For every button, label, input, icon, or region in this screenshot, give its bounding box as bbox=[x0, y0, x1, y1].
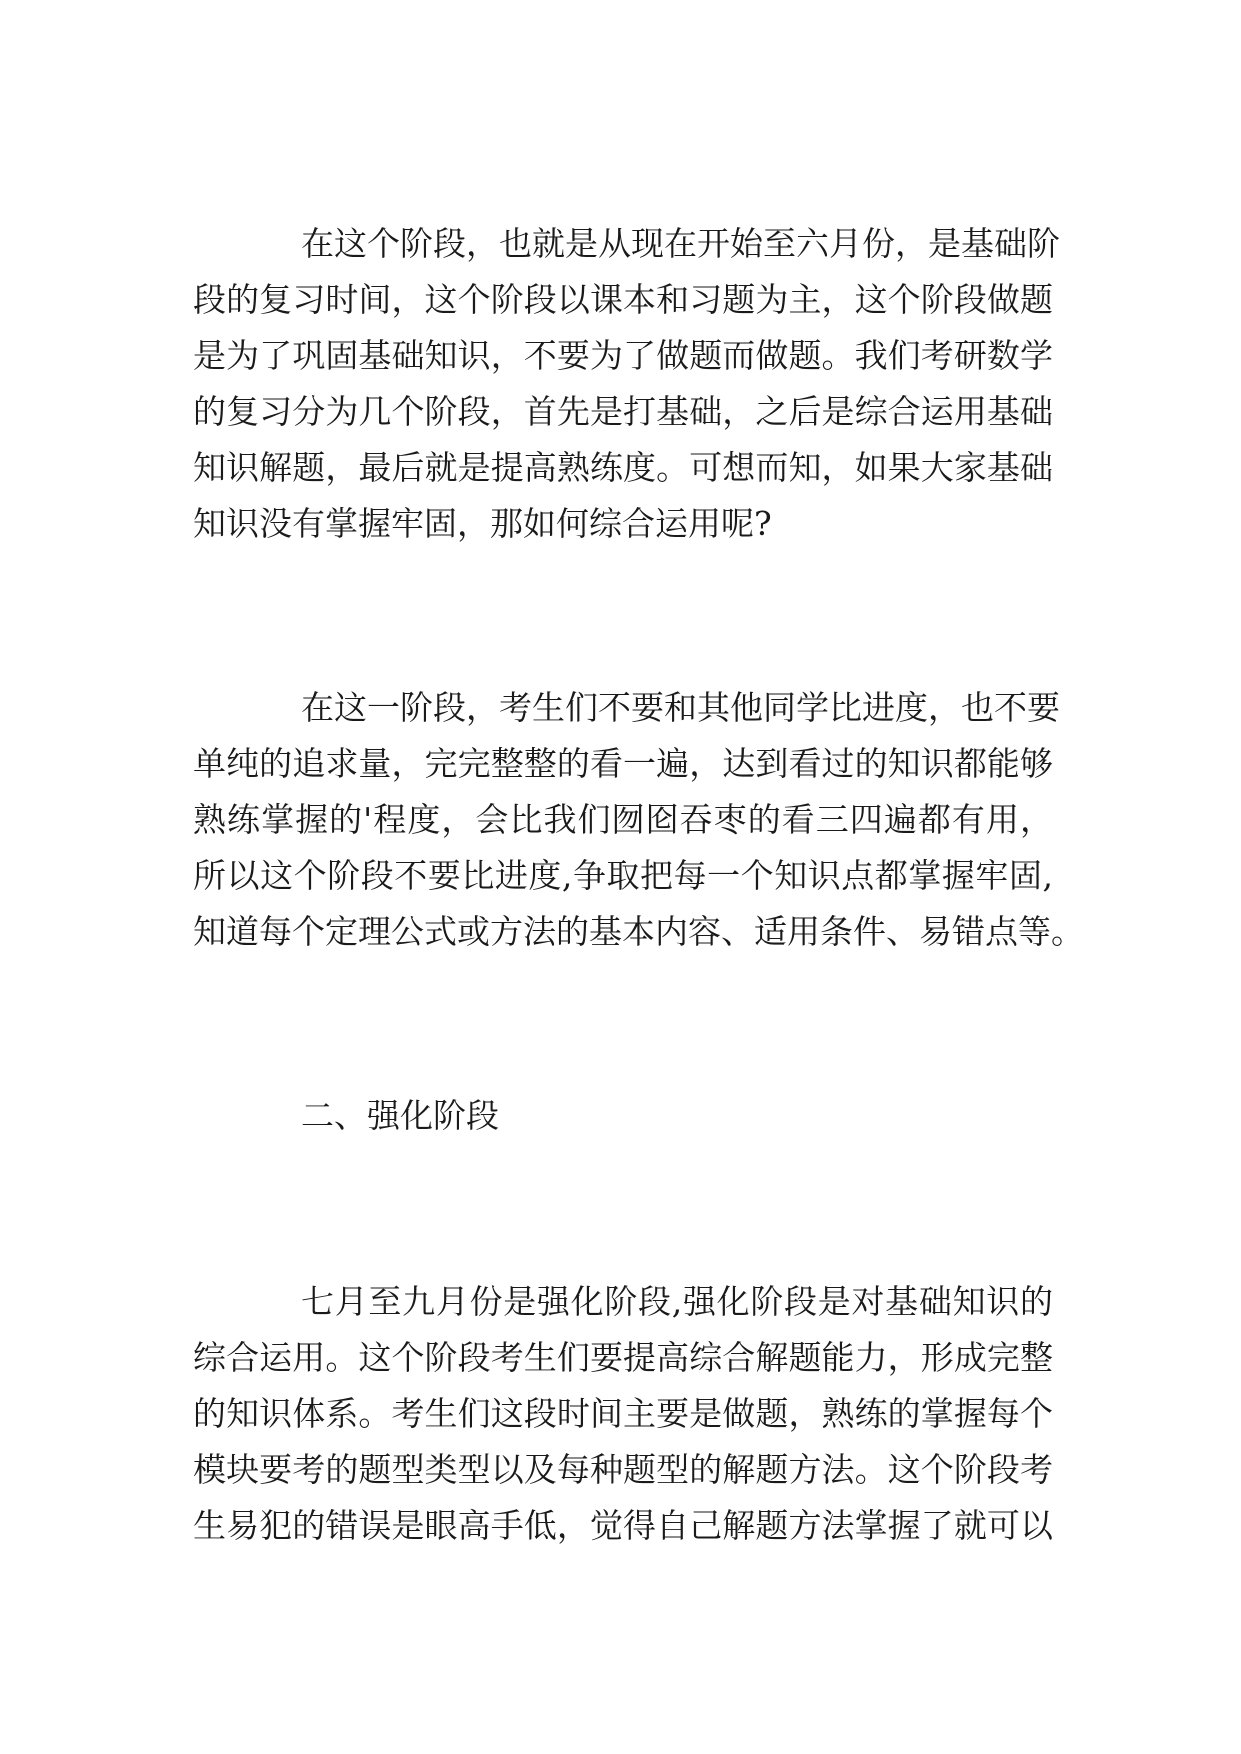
paragraph-2-line-3: 熟练掌握的'程度，会比我们囫囵吞枣的看三四遍都有用， bbox=[193, 800, 1053, 839]
paragraph-3-line-4: 模块要考的题型类型以及每种题型的解题方法。这个阶段考 bbox=[193, 1450, 1053, 1489]
paragraph-1-line-6: 知识没有掌握牢固，那如何综合运用呢? bbox=[193, 504, 772, 543]
paragraph-1-line-2: 段的复习时间，这个阶段以课本和习题为主，这个阶段做题 bbox=[193, 280, 1053, 319]
paragraph-2-line-4: 所以这个阶段不要比进度,争取把每一个知识点都掌握牢固, bbox=[193, 856, 1053, 895]
paragraph-2-line-1: 在这一阶段，考生们不要和其他同学比进度，也不要 bbox=[301, 688, 1060, 727]
paragraph-2-line-5: 知道每个定理公式或方法的基本内容、适用条件、易错点等。 bbox=[193, 912, 1084, 951]
paragraph-1-line-1: 在这个阶段，也就是从现在开始至六月份，是基础阶 bbox=[301, 224, 1060, 263]
paragraph-3-line-1: 七月至九月份是强化阶段,强化阶段是对基础知识的 bbox=[301, 1282, 1053, 1321]
paragraph-3-line-5: 生易犯的错误是眼高手低，觉得自己解题方法掌握了就可以 bbox=[193, 1506, 1053, 1545]
section-heading: 二、强化阶段 bbox=[301, 1096, 499, 1135]
paragraph-2-line-2: 单纯的追求量，完完整整的看一遍，达到看过的知识都能够 bbox=[193, 744, 1053, 783]
paragraph-3-line-2: 综合运用。这个阶段考生们要提高综合解题能力，形成完整 bbox=[193, 1338, 1053, 1377]
paragraph-1-line-4: 的复习分为几个阶段，首先是打基础，之后是综合运用基础 bbox=[193, 392, 1053, 431]
paragraph-1-line-3: 是为了巩固基础知识，不要为了做题而做题。我们考研数学 bbox=[193, 336, 1053, 375]
paragraph-3-line-3: 的知识体系。考生们这段时间主要是做题，熟练的掌握每个 bbox=[193, 1394, 1053, 1433]
paragraph-1-line-5: 知识解题，最后就是提高熟练度。可想而知，如果大家基础 bbox=[193, 448, 1053, 487]
